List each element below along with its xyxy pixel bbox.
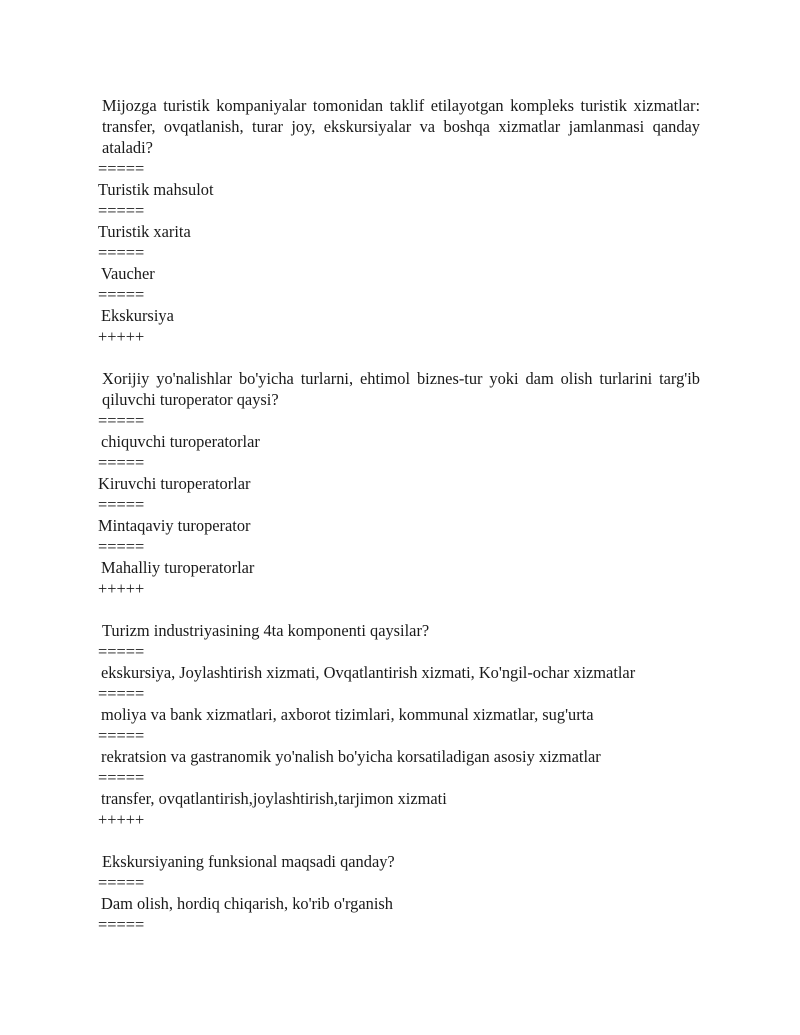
separator: ===== (98, 201, 145, 220)
question-block (98, 620, 700, 830)
separator: ===== (98, 642, 145, 661)
separator: ===== (98, 768, 145, 787)
question-text: Ekskursiyaning funksional maqsadi qanday? (102, 852, 395, 871)
answer-option: Vaucher (101, 264, 155, 283)
separator: ===== (98, 726, 145, 745)
separator: ===== (98, 537, 145, 556)
answer-option: Mintaqaviy turoperator (98, 516, 251, 535)
question-block (98, 95, 700, 347)
separator: ===== (98, 453, 145, 472)
question-block (98, 368, 700, 599)
answer-option: Ekskursiya (101, 306, 174, 325)
answer-option: chiquvchi turoperatorlar (101, 432, 260, 451)
separator: ===== (98, 243, 145, 262)
separator: ===== (98, 285, 145, 304)
question-text: Xorijiy yo'nalishlar bo'yicha turlarni, ehtimol biznes-tur yoki dam olish turlarini targ'ib qiluvchi turoperator qaysi? (102, 369, 700, 409)
answer-option: transfer, ovqatlantirish,joylashtirish,tarjimon xizmati (101, 789, 447, 808)
answer-option: Turistik xarita (98, 222, 191, 241)
separator: ===== (98, 915, 145, 934)
answer-option: Turistik mahsulot (98, 180, 214, 199)
answer-option: Dam olish, hordiq chiqarish, ko'rib o'rganish (101, 894, 393, 913)
end-marker: +++++ (98, 579, 145, 598)
answer-option: Kiruvchi turoperatorlar (98, 474, 251, 493)
question-block (98, 851, 700, 935)
answer-option: moliya va bank xizmatlari, axborot tizimlari, kommunal xizmatlar, sug'urta (101, 705, 594, 724)
question-text: Turizm industriyasining 4ta komponenti qaysilar? (102, 621, 430, 640)
separator: ===== (98, 411, 145, 430)
document-page (98, 95, 700, 935)
answer-option: rekratsion va gastranomik yo'nalish bo'yicha korsatiladigan asosiy xizmatlar (101, 747, 601, 766)
answer-option: ekskursiya, Joylashtirish xizmati, Ovqatlantirish xizmati, Ko'ngil-ochar xizmatlar (101, 663, 636, 682)
end-marker: +++++ (98, 327, 145, 346)
separator: ===== (98, 495, 145, 514)
question-text: Mijozga turistik kompaniyalar tomonidan taklif etilayotgan kompleks turistik xizmatlar: transfer, ovqatlanish, turar joy, ekskursiyalar va boshqa xizmatlar jamlanmasi qanday ataladi? (102, 96, 700, 157)
separator: ===== (98, 684, 145, 703)
separator: ===== (98, 159, 145, 178)
separator: ===== (98, 873, 145, 892)
answer-option: Mahalliy turoperatorlar (101, 558, 255, 577)
end-marker: +++++ (98, 810, 145, 829)
